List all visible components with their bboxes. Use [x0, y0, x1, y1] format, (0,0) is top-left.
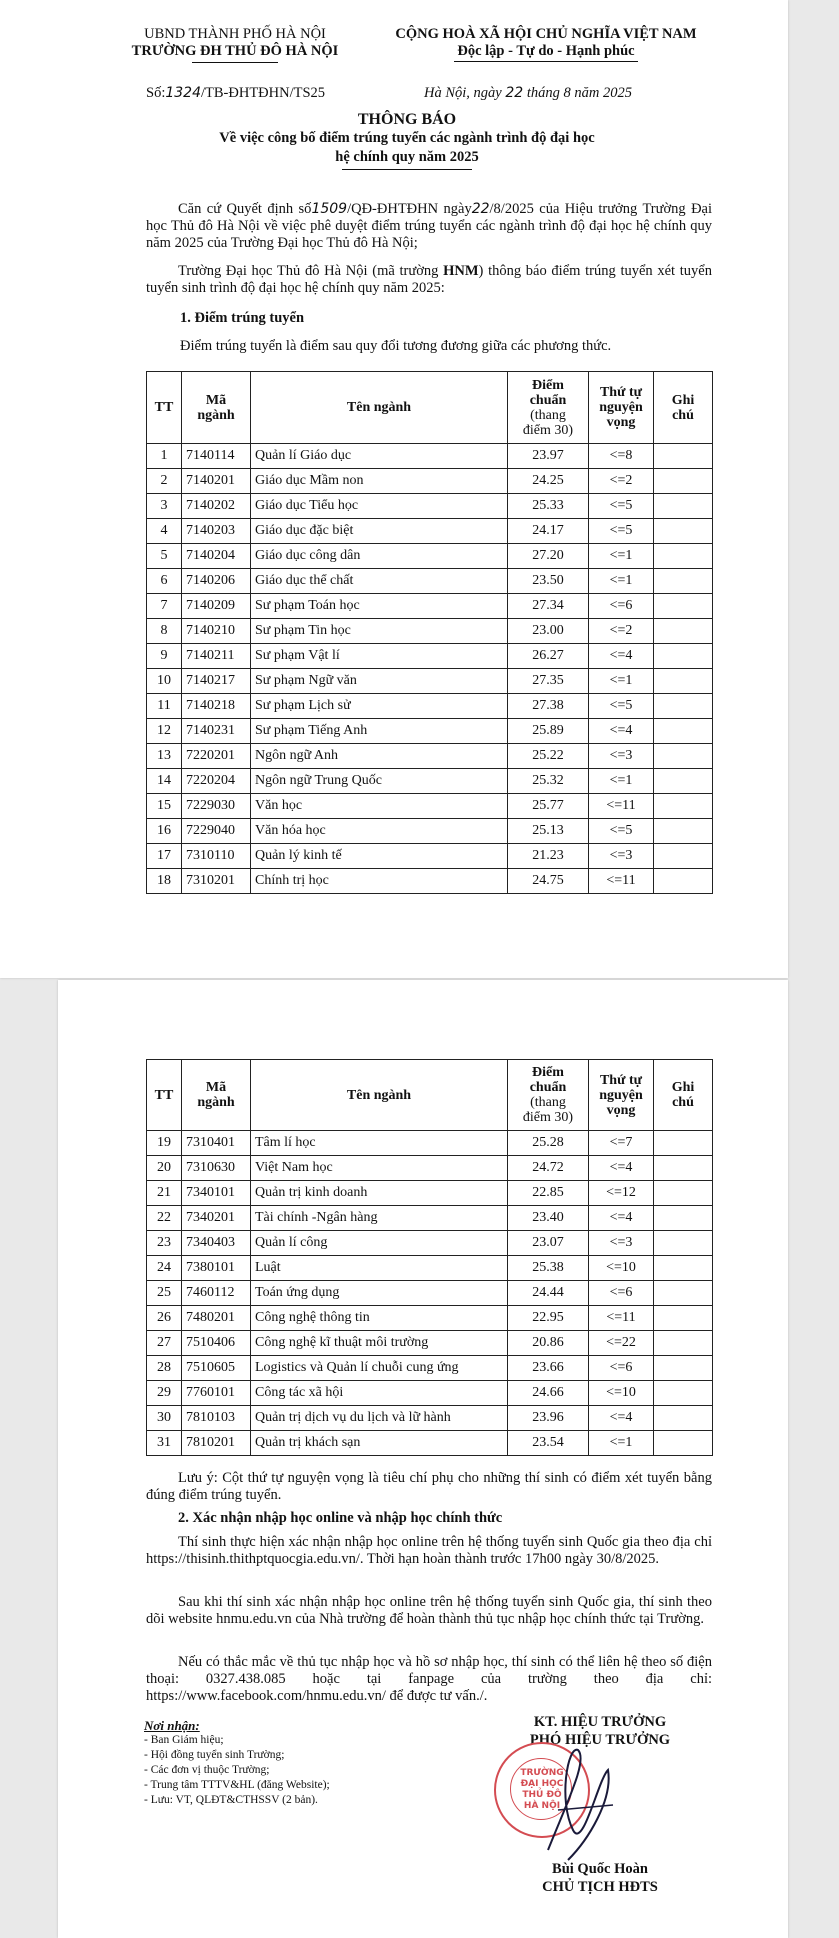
table-header-row: [147, 372, 713, 444]
table-row: [147, 544, 713, 569]
cell-diem-chuan: 27.38: [508, 694, 589, 719]
cell-diem-chuan: 25.22: [508, 744, 589, 769]
cell-ghi-chu: [654, 719, 713, 744]
cell-ghi-chu: [654, 444, 713, 469]
cell-ma-nganh: 7229030: [182, 794, 251, 819]
col-thu-tu-nguyen-vong: Thứ tự nguyện vọng: [589, 1060, 654, 1131]
cell-ghi-chu: [654, 1256, 713, 1281]
cell-ma-nganh: 7760101: [182, 1381, 251, 1406]
org-line-1: UBND THÀNH PHỐ HÀ NỘI: [144, 26, 326, 42]
cell-ma-nganh: 7140218: [182, 694, 251, 719]
cell-ma-nganh: 7340403: [182, 1231, 251, 1256]
document-page-2: [58, 980, 788, 1938]
cell-ma-nganh: 7140217: [182, 669, 251, 694]
cell-thu-tu-nguyen-vong: <=4: [589, 1156, 654, 1181]
recipient-item: - Ban Giám hiệu;: [144, 1734, 224, 1746]
cell-thu-tu-nguyen-vong: <=11: [589, 869, 654, 894]
cell-tt: 12: [147, 719, 182, 744]
cell-ghi-chu: [654, 794, 713, 819]
cell-ten-nganh: Quản trị dịch vụ du lịch và lữ hành: [251, 1406, 508, 1431]
cell-ghi-chu: [654, 1331, 713, 1356]
cell-ma-nganh: 7140209: [182, 594, 251, 619]
cell-diem-chuan: 27.34: [508, 594, 589, 619]
date-suffix: tháng 8 năm 2025: [526, 85, 632, 101]
cell-ghi-chu: [654, 1356, 713, 1381]
cell-diem-chuan: 24.25: [508, 469, 589, 494]
cell-tt: 29: [147, 1381, 182, 1406]
intro-paragraph-1: Căn cứ Quyết định số1509/QĐ-ĐHTĐHN ngày22/8/2025 của Hiệu trưởng Trường Đại học Thủ đô Hà Nội về việc phê duyệt điểm trúng tuyển các ngành trình độ đại học hệ chính quy năm 2025 của Trường Đại học Thủ đô Hà Nội;: [146, 201, 712, 251]
cell-ghi-chu: [654, 569, 713, 594]
cell-thu-tu-nguyen-vong: <=1: [589, 569, 654, 594]
cell-ten-nganh: Ngôn ngữ Anh: [251, 744, 508, 769]
signer-name: Bùi Quốc Hoàn: [552, 1861, 648, 1877]
table-row: [147, 794, 713, 819]
cell-diem-chuan: 20.86: [508, 1331, 589, 1356]
cell-ghi-chu: [654, 769, 713, 794]
cell-tt: 8: [147, 619, 182, 644]
cell-diem-chuan: 23.97: [508, 444, 589, 469]
cell-ten-nganh: Sư phạm Tin học: [251, 619, 508, 644]
table-header-row: [147, 1060, 713, 1131]
table-row: [147, 1156, 713, 1181]
cell-ma-nganh: 7140201: [182, 469, 251, 494]
cell-diem-chuan: 23.00: [508, 619, 589, 644]
cell-diem-chuan: 25.28: [508, 1131, 589, 1156]
cell-ten-nganh: Giáo dục thể chất: [251, 569, 508, 594]
cell-diem-chuan: 25.13: [508, 819, 589, 844]
cell-thu-tu-nguyen-vong: <=4: [589, 719, 654, 744]
cell-ma-nganh: 7140202: [182, 494, 251, 519]
recipients-title: Nơi nhận:: [144, 1718, 200, 1733]
cell-diem-chuan: 25.77: [508, 794, 589, 819]
cell-thu-tu-nguyen-vong: <=1: [589, 544, 654, 569]
cell-thu-tu-nguyen-vong: <=5: [589, 819, 654, 844]
org-line-2: TRƯỜNG ĐH THỦ ĐÔ HÀ NỘI: [131, 43, 339, 59]
cell-tt: 2: [147, 469, 182, 494]
cell-diem-chuan: 21.23: [508, 844, 589, 869]
school-code: HNM: [443, 263, 479, 279]
cell-ten-nganh: Công nghệ thông tin: [251, 1306, 508, 1331]
cell-thu-tu-nguyen-vong: <=2: [589, 469, 654, 494]
cell-ten-nganh: Văn hóa học: [251, 819, 508, 844]
doc-number-handwritten: 1324: [165, 85, 201, 101]
cell-diem-chuan: 25.38: [508, 1256, 589, 1281]
cell-tt: 10: [147, 669, 182, 694]
cell-ghi-chu: [654, 1381, 713, 1406]
title-underline: [342, 169, 472, 170]
cell-thu-tu-nguyen-vong: <=4: [589, 1206, 654, 1231]
cell-diem-chuan: 24.66: [508, 1381, 589, 1406]
recipients-block: [144, 1718, 434, 1808]
cell-thu-tu-nguyen-vong: <=5: [589, 494, 654, 519]
cell-ten-nganh: Sư phạm Ngữ văn: [251, 669, 508, 694]
cell-ghi-chu: [654, 1281, 713, 1306]
col-ghi-chu: Ghi chú: [654, 372, 713, 444]
cell-thu-tu-nguyen-vong: <=6: [589, 1281, 654, 1306]
cell-tt: 13: [147, 744, 182, 769]
cell-ten-nganh: Giáo dục Tiểu học: [251, 494, 508, 519]
cell-ma-nganh: 7140210: [182, 619, 251, 644]
cell-ghi-chu: [654, 594, 713, 619]
cell-ten-nganh: Giáo dục đặc biệt: [251, 519, 508, 544]
cell-ghi-chu: [654, 544, 713, 569]
cell-ma-nganh: 7220201: [182, 744, 251, 769]
cell-ten-nganh: Logistics và Quản lí chuỗi cung ứng: [251, 1356, 508, 1381]
cell-ghi-chu: [654, 1431, 713, 1456]
decision-day-handwritten: 22: [471, 201, 490, 217]
date-day-handwritten: 22: [505, 85, 524, 101]
cell-tt: 9: [147, 644, 182, 669]
cell-ten-nganh: Sư phạm Vật lí: [251, 644, 508, 669]
cell-diem-chuan: 27.20: [508, 544, 589, 569]
cell-ghi-chu: [654, 1406, 713, 1431]
cell-thu-tu-nguyen-vong: <=1: [589, 769, 654, 794]
col-tt: TT: [147, 372, 182, 444]
cell-ma-nganh: 7310110: [182, 844, 251, 869]
cell-diem-chuan: 23.54: [508, 1431, 589, 1456]
cell-tt: 19: [147, 1131, 182, 1156]
org-underline: [192, 62, 278, 63]
cell-ma-nganh: 7460112: [182, 1281, 251, 1306]
cell-tt: 22: [147, 1206, 182, 1231]
cell-diem-chuan: 25.32: [508, 769, 589, 794]
table-row: [147, 1306, 713, 1331]
cell-thu-tu-nguyen-vong: <=10: [589, 1381, 654, 1406]
cell-thu-tu-nguyen-vong: <=10: [589, 1256, 654, 1281]
col-ten-nganh: Tên ngành: [251, 1060, 508, 1131]
cell-ma-nganh: 7140114: [182, 444, 251, 469]
cell-ten-nganh: Giáo dục công dân: [251, 544, 508, 569]
stamp-text: TRƯỜNG ĐẠI HỌC THỦ ĐÔ HÀ NỘI: [520, 1768, 564, 1811]
cell-ma-nganh: 7380101: [182, 1256, 251, 1281]
cell-thu-tu-nguyen-vong: <=1: [589, 1431, 654, 1456]
table-row: [147, 594, 713, 619]
cell-ma-nganh: 7140231: [182, 719, 251, 744]
table-row: [147, 444, 713, 469]
section-2-paragraph-1: Thí sinh thực hiện xác nhận nhập học online trên hệ thống tuyển sinh Quốc gia theo địa chỉ https://thisinh.thithptquocgia.edu.vn/. Thời hạn hoàn thành trước 17h00 ngày 30/8/2025.: [146, 1534, 712, 1567]
table-row: [147, 1256, 713, 1281]
cell-thu-tu-nguyen-vong: <=11: [589, 1306, 654, 1331]
cell-ghi-chu: [654, 469, 713, 494]
cell-ghi-chu: [654, 1231, 713, 1256]
cell-diem-chuan: 24.72: [508, 1156, 589, 1181]
cell-diem-chuan: 24.75: [508, 869, 589, 894]
recipient-item: - Lưu: VT, QLĐT&CTHSSV (2 bản).: [144, 1794, 318, 1806]
document-page-1: [0, 0, 788, 978]
cell-tt: 30: [147, 1406, 182, 1431]
cell-ghi-chu: [654, 494, 713, 519]
cell-ma-nganh: 7510605: [182, 1356, 251, 1381]
cell-tt: 31: [147, 1431, 182, 1456]
table-row: [147, 494, 713, 519]
section-2-paragraph-2: Sau khi thí sinh xác nhận nhập học online trên hệ thống tuyển sinh Quốc gia, thí sinh theo dõi website hnmu.edu.vn của Nhà trường để hoàn thành thủ tục nhập học chính thức tại Trường.: [146, 1594, 712, 1627]
cell-diem-chuan: 22.85: [508, 1181, 589, 1206]
cell-ten-nganh: Sư phạm Lịch sử: [251, 694, 508, 719]
cell-ghi-chu: [654, 669, 713, 694]
nation-underline: [454, 61, 638, 62]
cell-thu-tu-nguyen-vong: <=1: [589, 669, 654, 694]
cell-ten-nganh: Quản trị kinh doanh: [251, 1181, 508, 1206]
cell-thu-tu-nguyen-vong: <=3: [589, 744, 654, 769]
cell-ghi-chu: [654, 819, 713, 844]
table-row: [147, 669, 713, 694]
cell-ghi-chu: [654, 519, 713, 544]
col-thu-tu-nguyen-vong: Thứ tự nguyện vọng: [589, 372, 654, 444]
cell-tt: 26: [147, 1306, 182, 1331]
section-2-paragraph-3: Nếu có thắc mắc về thủ tục nhập học và hồ sơ nhập học, thí sinh có thể liên hệ theo số điện thoại: 0327.438.085 hoặc tại fanpage của trường theo địa chỉ: https://www.facebook.com/hnmu.edu.vn/ để được tư vấn./.: [146, 1654, 712, 1704]
cell-ten-nganh: Ngôn ngữ Trung Quốc: [251, 769, 508, 794]
table-row: [147, 844, 713, 869]
cell-ma-nganh: 7140204: [182, 544, 251, 569]
cell-ten-nganh: Giáo dục Mầm non: [251, 469, 508, 494]
doc-date: [424, 85, 632, 102]
cell-thu-tu-nguyen-vong: <=6: [589, 1356, 654, 1381]
cell-ma-nganh: 7229040: [182, 819, 251, 844]
table-row: [147, 869, 713, 894]
cell-ma-nganh: 7140211: [182, 644, 251, 669]
cell-tt: 25: [147, 1281, 182, 1306]
table-row: [147, 619, 713, 644]
cell-ma-nganh: 7220204: [182, 769, 251, 794]
cell-thu-tu-nguyen-vong: <=3: [589, 1231, 654, 1256]
cell-ghi-chu: [654, 744, 713, 769]
cell-diem-chuan: 23.50: [508, 569, 589, 594]
signer-block: [490, 1860, 710, 1896]
table-row: [147, 1181, 713, 1206]
cell-thu-tu-nguyen-vong: <=12: [589, 1181, 654, 1206]
cell-thu-tu-nguyen-vong: <=8: [589, 444, 654, 469]
admission-score-table-part-1: [146, 371, 713, 894]
cell-thu-tu-nguyen-vong: <=11: [589, 794, 654, 819]
nation-line-1: CỘNG HOÀ XÃ HỘI CHỦ NGHĨA VIỆT NAM: [395, 26, 697, 42]
doc-number: [146, 85, 325, 102]
cell-diem-chuan: 26.27: [508, 644, 589, 669]
cell-tt: 24: [147, 1256, 182, 1281]
cell-ten-nganh: Quản lý kinh tế: [251, 844, 508, 869]
cell-ma-nganh: 7480201: [182, 1306, 251, 1331]
doc-number-suffix: /TB-ĐHTĐHN/TS25: [200, 85, 326, 101]
col-ma-nganh: Mã ngành: [182, 1060, 251, 1131]
recipient-item: - Hội đồng tuyển sinh Trường;: [144, 1749, 285, 1761]
cell-diem-chuan: 23.07: [508, 1231, 589, 1256]
recipient-item: - Các đơn vị thuộc Trường;: [144, 1764, 270, 1776]
cell-thu-tu-nguyen-vong: <=5: [589, 694, 654, 719]
cell-thu-tu-nguyen-vong: <=3: [589, 844, 654, 869]
cell-tt: 3: [147, 494, 182, 519]
section-2-heading: 2. Xác nhận nhập học online và nhập học chính thức: [178, 1510, 503, 1526]
cell-tt: 16: [147, 819, 182, 844]
cell-ghi-chu: [654, 1306, 713, 1331]
signature-line-2: PHÓ HIỆU TRƯỞNG: [529, 1732, 671, 1748]
cell-ghi-chu: [654, 1131, 713, 1156]
table-row: [147, 819, 713, 844]
cell-diem-chuan: 23.40: [508, 1206, 589, 1231]
cell-diem-chuan: 24.44: [508, 1281, 589, 1306]
cell-diem-chuan: 23.96: [508, 1406, 589, 1431]
title-main: THÔNG BÁO: [357, 111, 457, 128]
admission-score-table-part-2: [146, 1059, 713, 1456]
cell-ghi-chu: [654, 644, 713, 669]
cell-ghi-chu: [654, 1181, 713, 1206]
cell-tt: 11: [147, 694, 182, 719]
cell-tt: 1: [147, 444, 182, 469]
cell-ghi-chu: [654, 694, 713, 719]
cell-ghi-chu: [654, 1156, 713, 1181]
table-row: [147, 519, 713, 544]
table-body-part-2: [147, 1131, 713, 1456]
cell-tt: 20: [147, 1156, 182, 1181]
cell-ma-nganh: 7810103: [182, 1406, 251, 1431]
col-tt: TT: [147, 1060, 182, 1131]
cell-diem-chuan: 25.33: [508, 494, 589, 519]
table-row: [147, 569, 713, 594]
date-prefix: Hà Nội, ngày: [424, 85, 502, 101]
cell-thu-tu-nguyen-vong: <=4: [589, 1406, 654, 1431]
cell-diem-chuan: 23.66: [508, 1356, 589, 1381]
signature-line-1: KT. HIỆU TRƯỞNG: [533, 1714, 667, 1730]
col-ma-nganh: Mã ngành: [182, 372, 251, 444]
cell-ma-nganh: 7340101: [182, 1181, 251, 1206]
table-row: [147, 1281, 713, 1306]
cell-ten-nganh: Việt Nam học: [251, 1156, 508, 1181]
title-sub-2: hệ chính quy năm 2025: [335, 149, 479, 165]
cell-ghi-chu: [654, 619, 713, 644]
table-row: [147, 719, 713, 744]
recipients-list: [144, 1733, 434, 1808]
cell-tt: 6: [147, 569, 182, 594]
cell-ma-nganh: 7140203: [182, 519, 251, 544]
intro-paragraph-2: Trường Đại học Thủ đô Hà Nội (mã trường HNM) thông báo điểm trúng tuyển xét tuyển tuyển sinh trình độ đại học hệ chính quy năm 2025:: [146, 263, 712, 296]
table-row: [147, 769, 713, 794]
table-body-part-1: [147, 444, 713, 894]
cell-diem-chuan: 27.35: [508, 669, 589, 694]
cell-ma-nganh: 7140206: [182, 569, 251, 594]
cell-ghi-chu: [654, 1206, 713, 1231]
table-row: [147, 1356, 713, 1381]
cell-thu-tu-nguyen-vong: <=6: [589, 594, 654, 619]
table-row: [147, 1131, 713, 1156]
table-row: [147, 644, 713, 669]
cell-ghi-chu: [654, 844, 713, 869]
table-row: [147, 694, 713, 719]
decision-number-handwritten: 1509: [311, 201, 348, 217]
cell-tt: 5: [147, 544, 182, 569]
cell-tt: 17: [147, 844, 182, 869]
section-1-description: Điểm trúng tuyển là điểm sau quy đổi tương đương giữa các phương thức.: [180, 338, 612, 354]
section-1-heading: 1. Điểm trúng tuyển: [180, 310, 305, 326]
cell-ma-nganh: 7310201: [182, 869, 251, 894]
cell-diem-chuan: 22.95: [508, 1306, 589, 1331]
nation-header: [378, 26, 714, 62]
cell-thu-tu-nguyen-vong: <=2: [589, 619, 654, 644]
cell-ten-nganh: Công nghệ kĩ thuật môi trường: [251, 1331, 508, 1356]
table-row: [147, 1381, 713, 1406]
cell-tt: 15: [147, 794, 182, 819]
table-row: [147, 744, 713, 769]
cell-ten-nganh: Tài chính -Ngân hàng: [251, 1206, 508, 1231]
cell-ten-nganh: Sư phạm Tiếng Anh: [251, 719, 508, 744]
cell-ten-nganh: Văn học: [251, 794, 508, 819]
cell-tt: 28: [147, 1356, 182, 1381]
table-row: [147, 1331, 713, 1356]
cell-ten-nganh: Luật: [251, 1256, 508, 1281]
cell-ten-nganh: Tâm lí học: [251, 1131, 508, 1156]
notice-title: [100, 110, 714, 170]
title-sub-1: Về việc công bố điểm trúng tuyển các ngành trình độ đại học: [219, 130, 595, 146]
table-row: [147, 1406, 713, 1431]
recipient-item: - Trung tâm TTTV&HL (đăng Website);: [144, 1779, 330, 1791]
cell-ma-nganh: 7810201: [182, 1431, 251, 1456]
cell-ma-nganh: 7310630: [182, 1156, 251, 1181]
cell-tt: 21: [147, 1181, 182, 1206]
cell-tt: 18: [147, 869, 182, 894]
col-ghi-chu: Ghi chú: [654, 1060, 713, 1131]
doc-number-prefix: Số:: [146, 85, 166, 101]
col-diem-chuan: Điểm chuẩn (thang điểm 30): [508, 372, 589, 444]
cell-ghi-chu: [654, 869, 713, 894]
cell-diem-chuan: 24.17: [508, 519, 589, 544]
table-row: [147, 1231, 713, 1256]
table-row: [147, 1431, 713, 1456]
cell-ten-nganh: Quản lí Giáo dục: [251, 444, 508, 469]
cell-thu-tu-nguyen-vong: <=22: [589, 1331, 654, 1356]
nation-line-2: Độc lập - Tự do - Hạnh phúc: [457, 43, 635, 59]
cell-ma-nganh: 7510406: [182, 1331, 251, 1356]
cell-thu-tu-nguyen-vong: <=5: [589, 519, 654, 544]
handwritten-signature: [528, 1740, 628, 1870]
signer-position: CHỦ TỊCH HĐTS: [542, 1879, 658, 1895]
col-diem-chuan: Điểm chuẩn (thang điểm 30): [508, 1060, 589, 1131]
org-header: [130, 26, 340, 63]
cell-ten-nganh: Sư phạm Toán học: [251, 594, 508, 619]
table-note: Lưu ý: Cột thứ tự nguyện vọng là tiêu chí phụ cho những thí sinh có điểm xét tuyển bằng đúng điểm trúng tuyển.: [146, 1470, 712, 1503]
cell-ma-nganh: 7310401: [182, 1131, 251, 1156]
cell-tt: 7: [147, 594, 182, 619]
cell-ten-nganh: Chính trị học: [251, 869, 508, 894]
cell-diem-chuan: 25.89: [508, 719, 589, 744]
cell-ten-nganh: Toán ứng dụng: [251, 1281, 508, 1306]
table-row: [147, 469, 713, 494]
cell-tt: 23: [147, 1231, 182, 1256]
cell-thu-tu-nguyen-vong: <=4: [589, 644, 654, 669]
col-ten-nganh: Tên ngành: [251, 372, 508, 444]
cell-thu-tu-nguyen-vong: <=7: [589, 1131, 654, 1156]
cell-ten-nganh: Quản trị khách sạn: [251, 1431, 508, 1456]
cell-ten-nganh: Công tác xã hội: [251, 1381, 508, 1406]
cell-ten-nganh: Quản lí công: [251, 1231, 508, 1256]
cell-tt: 14: [147, 769, 182, 794]
cell-ma-nganh: 7340201: [182, 1206, 251, 1231]
cell-tt: 4: [147, 519, 182, 544]
cell-tt: 27: [147, 1331, 182, 1356]
table-row: [147, 1206, 713, 1231]
